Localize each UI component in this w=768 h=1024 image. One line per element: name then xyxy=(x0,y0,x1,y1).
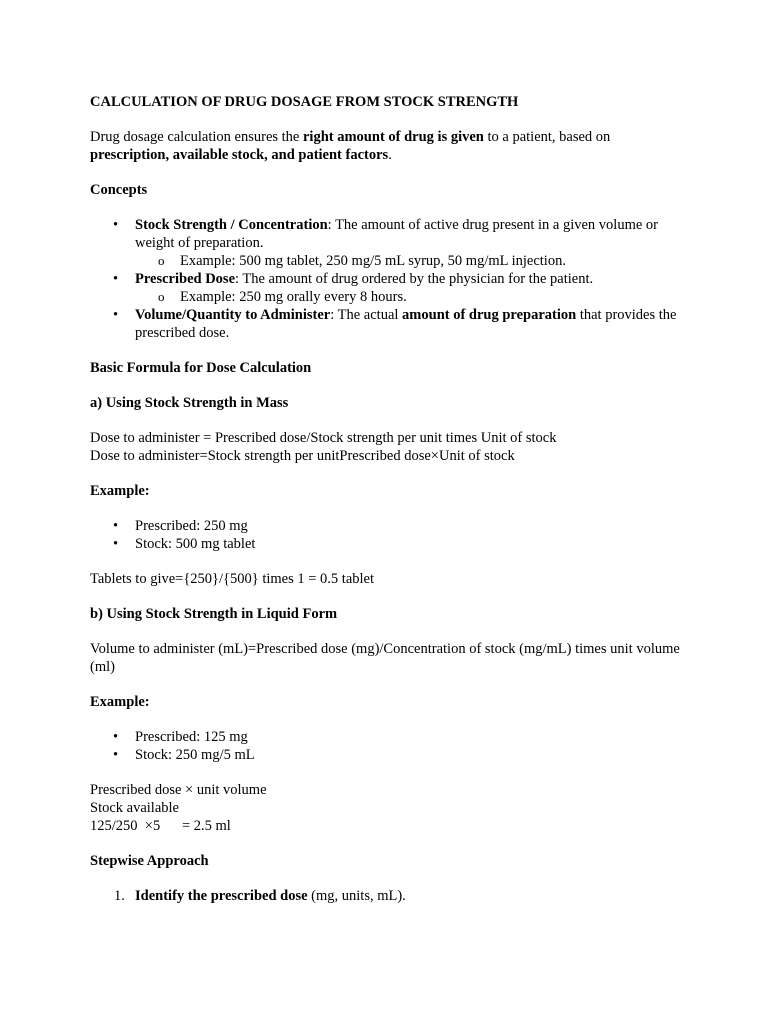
concept-example: o Example: 250 mg orally every 8 hours. xyxy=(180,288,680,306)
mass-result: Tablets to give={250}/{500} times 1 = 0.5 tablet xyxy=(90,571,375,587)
concept-item xyxy=(135,216,680,270)
intro-paragraph xyxy=(90,128,680,164)
liquid-calculation xyxy=(90,781,680,835)
concepts-heading: Concepts xyxy=(90,182,148,198)
mass-formula-line-2: Dose to administer=Stock strength per unitPrescribed dose×Unit of stock xyxy=(90,448,515,464)
mass-example-item: • Stock: 500 mg tablet xyxy=(135,535,680,553)
concept-sublist xyxy=(135,288,680,306)
concept-example: o Example: 500 mg tablet, 250 mg/5 mL syrup, 50 mg/mL injection. xyxy=(180,252,680,270)
liquid-example-heading: Example: xyxy=(90,694,150,710)
concepts-list xyxy=(90,216,680,342)
mass-heading: a) Using Stock Strength in Mass xyxy=(90,395,289,411)
concept-term: Prescribed Dose xyxy=(135,271,235,287)
concept-text: : The actual xyxy=(330,307,403,323)
concept-sublist xyxy=(135,252,680,270)
liquid-example-list xyxy=(90,728,680,764)
concept-term: Stock Strength / Concentration xyxy=(135,217,328,233)
liquid-calc-line-1: Prescribed dose × unit volume xyxy=(90,782,267,798)
mass-example-item: • Prescribed: 250 mg xyxy=(135,517,680,535)
document-page xyxy=(90,93,680,905)
step-text: (mg, units, mL). xyxy=(307,888,406,904)
step-number: 1. xyxy=(114,888,125,904)
mass-example-list xyxy=(90,517,680,553)
liquid-calc-line-2: Stock available xyxy=(90,800,179,816)
intro-bold-1: right amount of drug is given xyxy=(303,129,484,145)
concept-text-2: that provides the prescribed dose. xyxy=(135,307,677,341)
formula-heading: Basic Formula for Dose Calculation xyxy=(90,360,312,376)
intro-bold-2: prescription, available stock, and patient factors xyxy=(90,147,389,163)
concept-text: : The amount of active drug present in a given volume or weight of preparation. xyxy=(135,217,658,251)
stepwise-list xyxy=(90,887,680,905)
mass-formula xyxy=(90,429,680,465)
liquid-example-item: • Prescribed: 125 mg xyxy=(135,728,680,746)
mass-example-heading: Example: xyxy=(90,483,150,499)
stepwise-heading: Stepwise Approach xyxy=(90,853,209,869)
intro-text-2: to a patient, based on xyxy=(483,129,611,145)
concept-term: Volume/Quantity to Administer xyxy=(135,307,331,323)
liquid-heading: b) Using Stock Strength in Liquid Form xyxy=(90,606,338,622)
concept-item xyxy=(135,306,680,342)
mass-formula-line-1: Dose to administer = Prescribed dose/Stock strength per unit times Unit of stock xyxy=(90,430,557,446)
liquid-formula: Volume to administer (mL)=Prescribed dose (mg)/Concentration of stock (mg/mL) times unit volume (ml) xyxy=(90,641,680,675)
intro-text-3: . xyxy=(388,147,392,163)
liquid-calc-line-3: 125/250 ×5 = 2.5 ml xyxy=(90,818,231,834)
intro-text-1: Drug dosage calculation ensures the xyxy=(90,129,303,145)
step-item xyxy=(114,887,680,905)
step-bold: Identify the prescribed dose xyxy=(135,888,308,904)
liquid-example-item: • Stock: 250 mg/5 mL xyxy=(135,746,680,764)
concept-text: : The amount of drug ordered by the physician for the patient. xyxy=(235,271,594,287)
document-title: CALCULATION OF DRUG DOSAGE FROM STOCK STRENGTH xyxy=(90,94,519,110)
concept-bold: amount of drug preparation xyxy=(402,307,577,323)
concept-item xyxy=(135,270,680,306)
